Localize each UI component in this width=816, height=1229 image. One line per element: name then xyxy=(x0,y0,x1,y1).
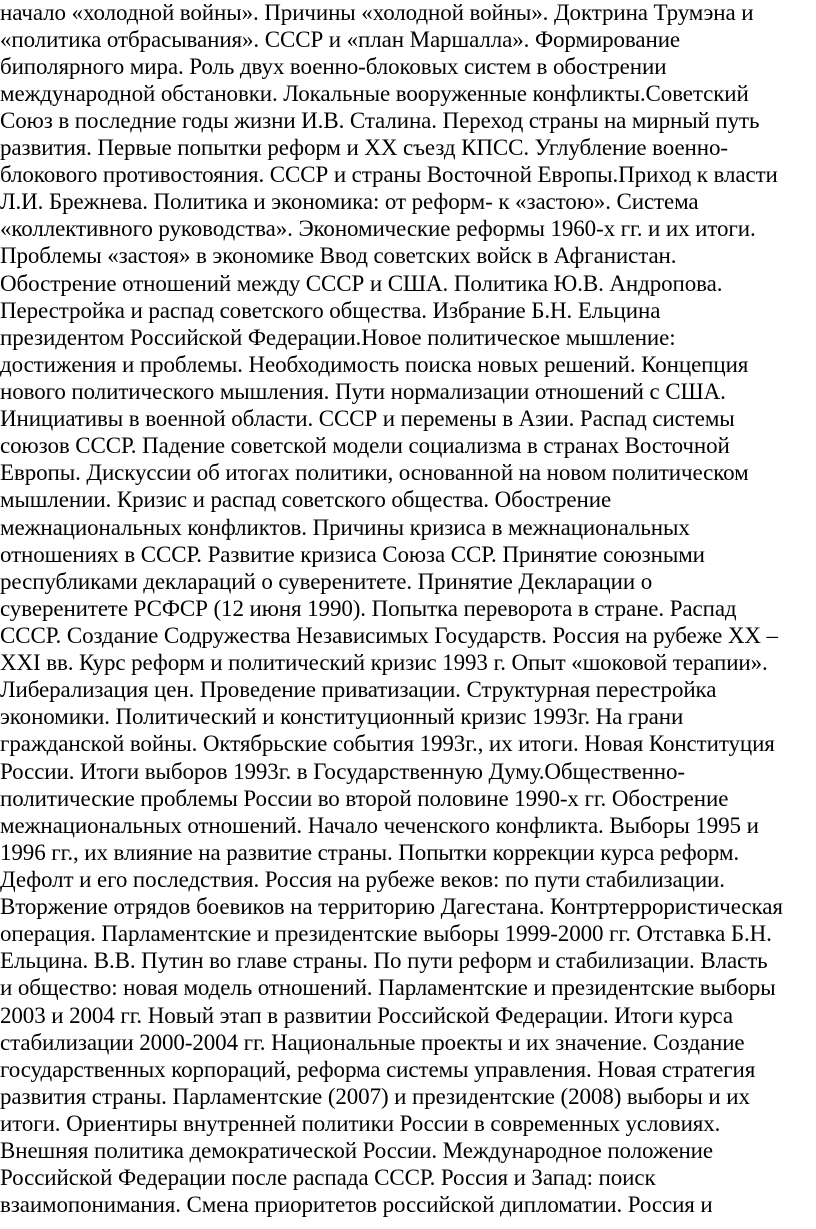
text-line: 1996 гг., их влияние на развитие страны. Попытки коррекции курса реформ. xyxy=(0,840,740,865)
text-line: Перестройка и распад советского общества. Избрание Б.Н. Ельцина xyxy=(0,298,661,323)
text-line: Обострение отношений между СССР и США. Политика Ю.В. Андропова. xyxy=(0,271,723,296)
text-line: XXI вв. Курс реформ и политический кризис 1993 г. Опыт «шоковой терапии». xyxy=(0,650,768,675)
text-line: 2003 и 2004 гг. Новый этап в развитии Российской Федерации. Итоги курса xyxy=(0,1003,733,1028)
text-line: Союз в последние годы жизни И.В. Сталина. Переход страны на мирный путь xyxy=(0,108,760,133)
text-line: развития страны. Парламентские (2007) и президентские (2008) выборы и их xyxy=(0,1084,750,1109)
text-line: союзов СССР. Падение советской модели социализма в странах Восточной xyxy=(0,433,730,458)
text-line: Л.И. Брежнева. Политика и экономика: от реформ- к «застою». Система xyxy=(0,189,699,214)
text-line: гражданской войны. Октябрьские события 1993г., их итоги. Новая Конституция xyxy=(0,731,775,756)
text-line: биполярного мира. Роль двух военно-блоковых систем в обострении xyxy=(0,54,667,79)
text-line: Внешняя политика демократической России. Международное положение xyxy=(0,1138,713,1163)
text-line: «политика отбрасывания». СССР и «план Маршалла». Формирование xyxy=(0,27,681,52)
text-line: «коллективного руководства». Экономические реформы 1960-х гг. и их итоги. xyxy=(0,216,756,241)
text-line: нового политического мышления. Пути нормализации отношений с США. xyxy=(0,379,726,404)
text-line: президентом Российской Федерации.Новое политическое мышление: xyxy=(0,325,676,350)
text-line: международной обстановки. Локальные вооруженные конфликты.Советский xyxy=(0,81,749,106)
text-line: государственных корпораций, реформа системы управления. Новая стратегия xyxy=(0,1057,756,1082)
text-line: Вторжение отрядов боевиков на территорию Дагестана. Контртеррористическая xyxy=(0,894,783,919)
text-line: суверенитете РСФСР (12 июня 1990). Попытка переворота в стране. Распад xyxy=(0,596,737,621)
text-line: и общество: новая модель отношений. Парламентские и президентские выборы xyxy=(0,975,776,1000)
text-line: Либерализация цен. Проведение приватизации. Структурная перестройка xyxy=(0,677,717,702)
text-line: Европы. Дискуссии об итогах политики, основанной на новом политическом xyxy=(0,460,749,485)
text-line: СССР. Создание Содружества Независимых Государств. Россия на рубеже XX – xyxy=(0,623,778,648)
text-line: Российской Федерации после распада СССР. Россия и Запад: поиск xyxy=(0,1165,656,1190)
text-line: взаимопонимания. Смена приоритетов российской дипломатии. Россия и xyxy=(0,1192,713,1217)
text-line: мышлении. Кризис и распад советского общества. Обострение xyxy=(0,487,612,512)
text-line: Ельцина. В.В. Путин во главе страны. По пути реформ и стабилизации. Власть xyxy=(0,948,768,973)
text-line: Проблемы «застоя» в экономике Ввод советских войск в Афганистан. xyxy=(0,243,677,268)
text-line: начало «холодной войны». Причины «холодной войны». Доктрина Трумэна и xyxy=(0,0,754,25)
text-line: итоги. Ориентиры внутренней политики России в современных условиях. xyxy=(0,1111,721,1136)
text-line: стабилизации 2000-2004 гг. Национальные проекты и их значение. Создание xyxy=(0,1030,745,1055)
text-line: операция. Парламентские и президентские выборы 1999-2000 гг. Отставка Б.Н. xyxy=(0,921,772,946)
text-line: отношениях в СССР. Развитие кризиса Союза ССР. Принятие союзными xyxy=(0,542,705,567)
text-line: России. Итоги выборов 1993г. в Государственную Думу.Общественно- xyxy=(0,759,685,784)
text-line: развития. Первые попытки реформ и XX съезд КПСС. Углубление военно- xyxy=(0,135,728,160)
text-line: блокового противостояния. СССР и страны Восточной Европы.Приход к власти xyxy=(0,162,778,187)
text-line: экономики. Политический и конституционный кризис 1993г. На грани xyxy=(0,704,684,729)
text-line: достижения и проблемы. Необходимость поиска новых решений. Концепция xyxy=(0,352,749,377)
text-line: политические проблемы России во второй половине 1990-х гг. Обострение xyxy=(0,786,729,811)
text-line: межнациональных отношений. Начало чеченского конфликта. Выборы 1995 и xyxy=(0,813,759,838)
text-line: республиками деклараций о суверенитете. Принятие Декларации о xyxy=(0,569,653,594)
text-line: Дефолт и его последствия. Россия на рубеже веков: по пути стабилизации. xyxy=(0,867,725,892)
text-line: межнациональных конфликтов. Причины кризиса в межнациональных xyxy=(0,515,690,540)
text-line: Инициативы в военной области. СССР и перемены в Азии. Распад системы xyxy=(0,406,735,431)
